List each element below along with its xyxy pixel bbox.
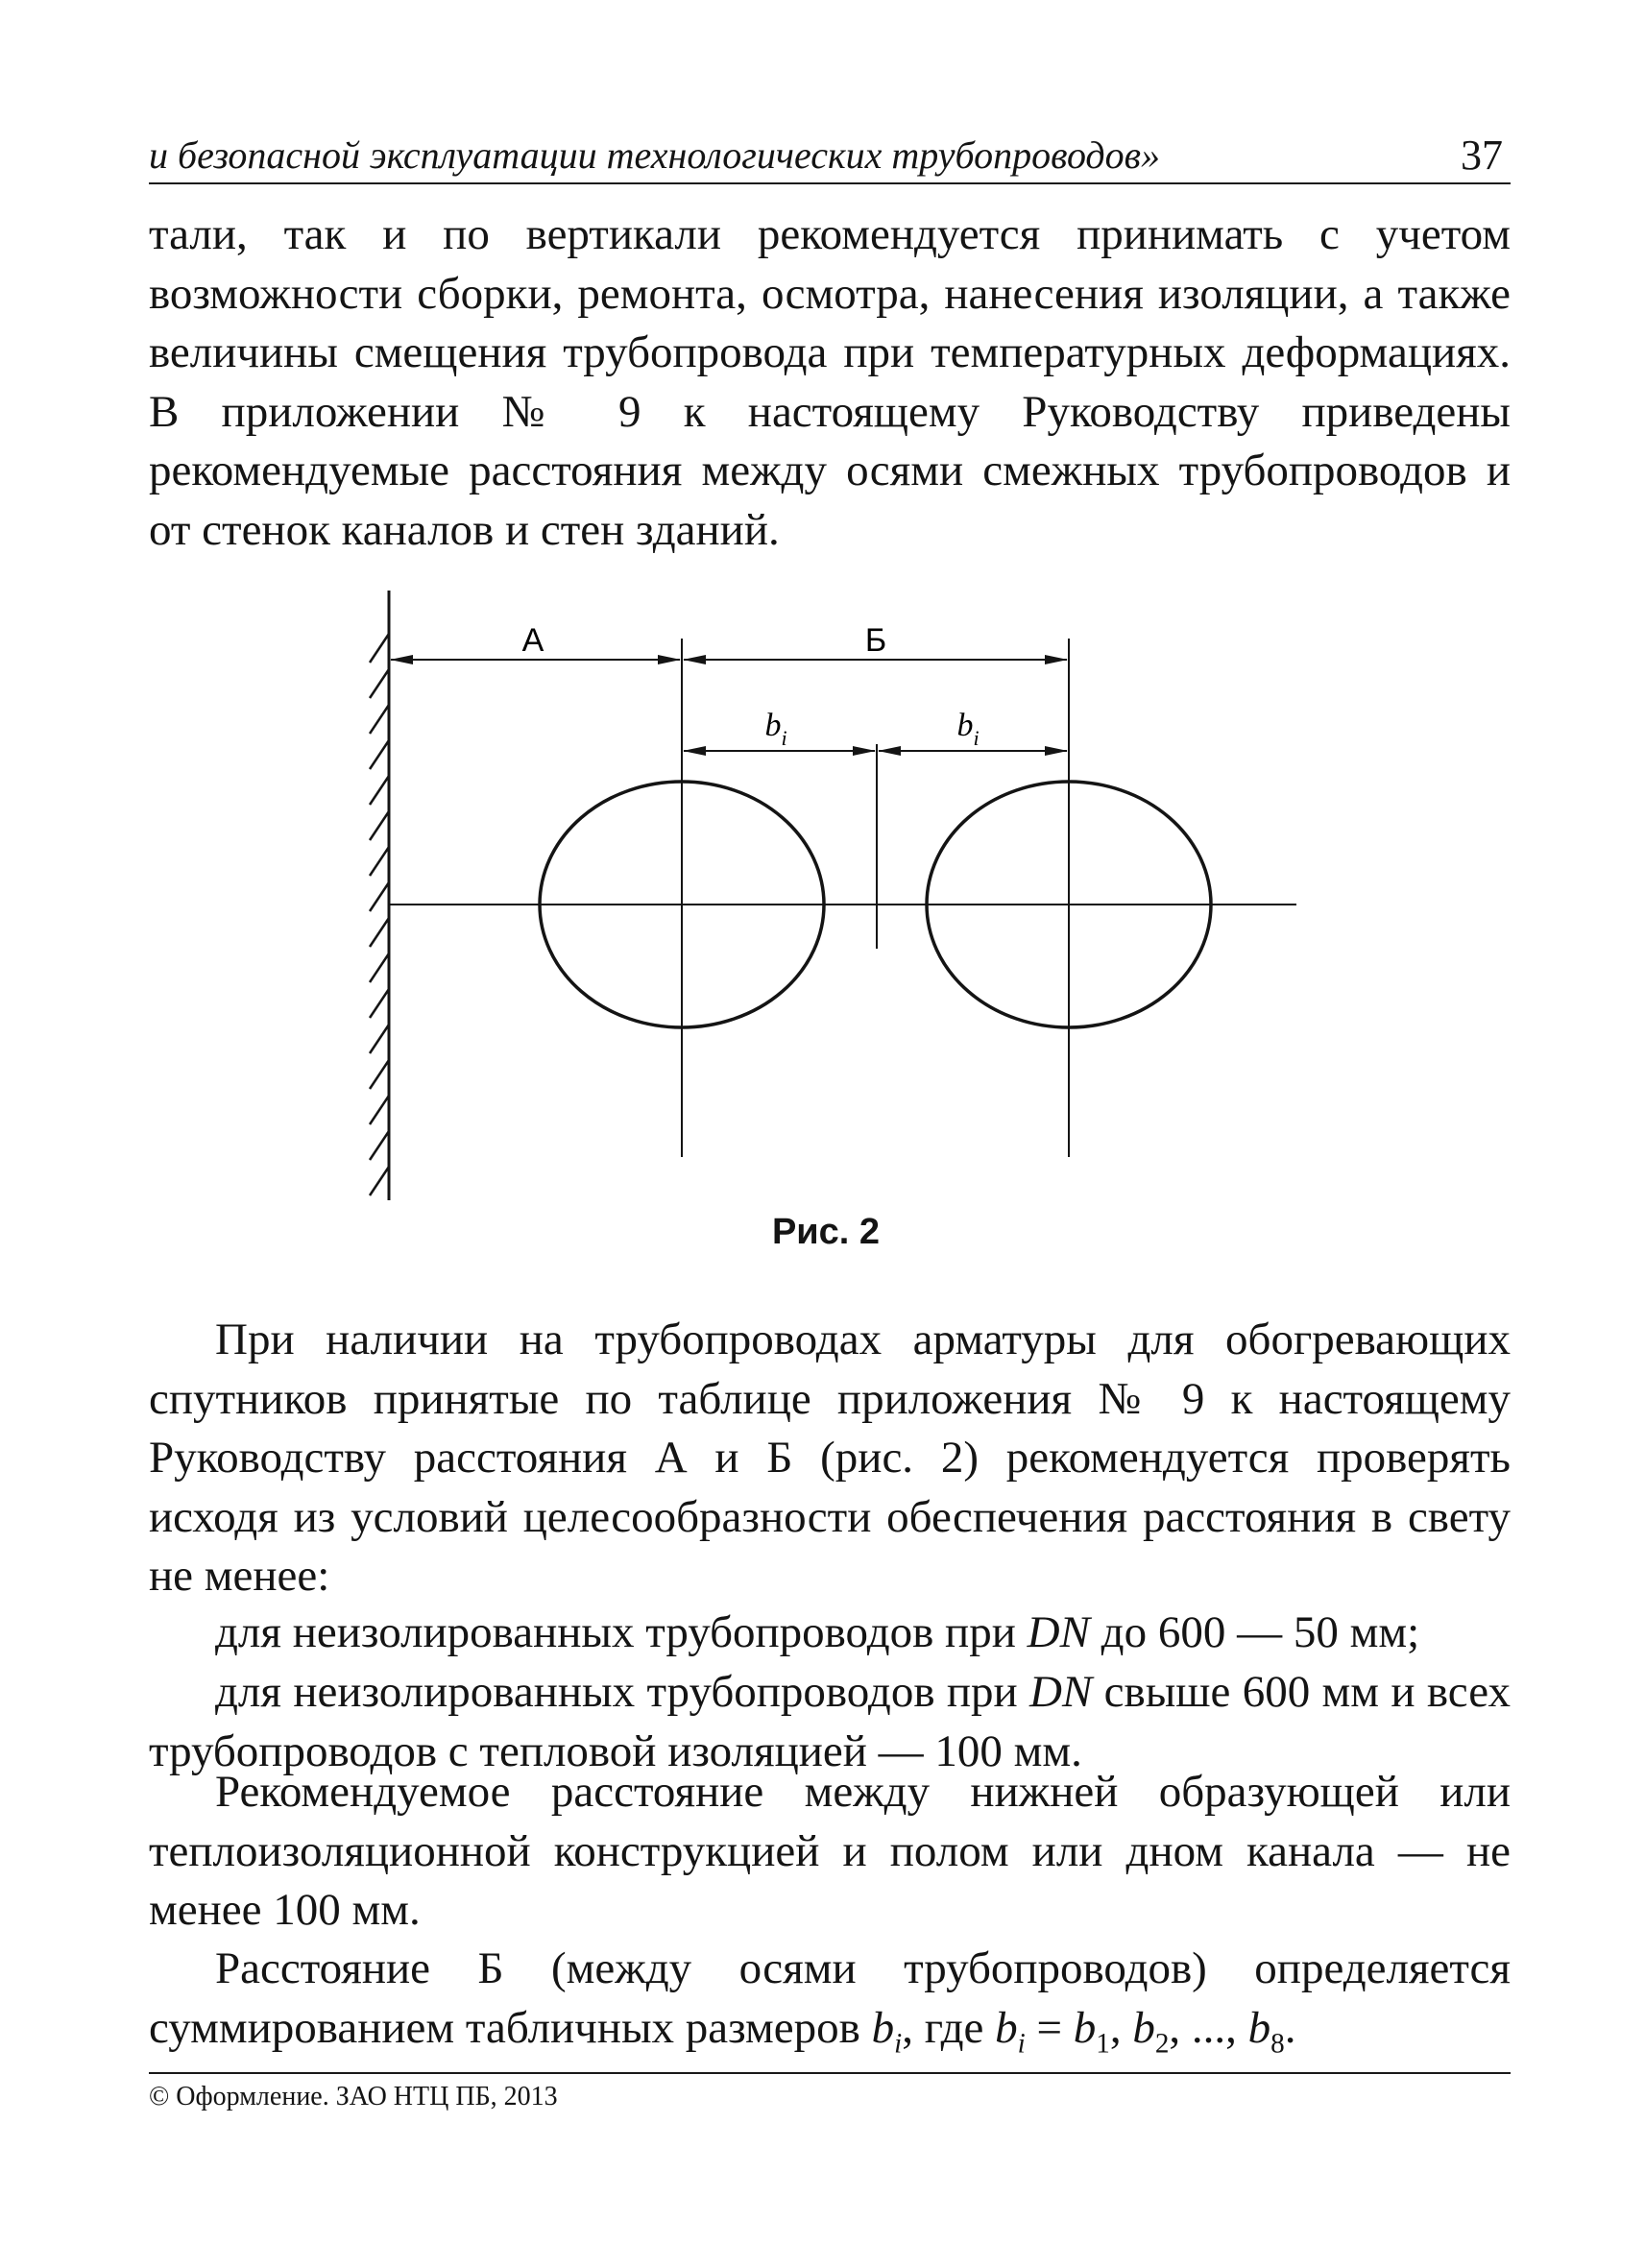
label-b: Б <box>864 622 887 659</box>
footer-copyright: © Оформление. ЗАО НТЦ ПБ, 2013 <box>149 2082 558 2111</box>
page-number: 37 <box>1461 132 1503 179</box>
paragraph-3: для неизолированных трубопроводов при DN до 600 — 50 мм; <box>215 1607 1420 1657</box>
footer-rule <box>149 2072 1511 2074</box>
pipe-distance-diagram <box>0 576 1645 1248</box>
paragraph-2: При наличии на трубопроводах арматуры для обогревающих спутников принятые по таблице приложения № 9 к настоящему Руководству расстояния А и Б (рис. 2) рекомендуется проверять исходя из условий целесообразности обеспечения расстояния в свету не менее: <box>149 1315 1511 1601</box>
label-a: А <box>521 622 544 659</box>
label-bi-left: $b_i$ <box>764 708 787 750</box>
paragraph-4: для неизолированных трубопроводов при DN свыше 600 мм и всех трубопроводов с тепловой изоляцией — 100 мм. <box>149 1667 1511 1776</box>
wall-hatching <box>370 634 389 1195</box>
label-bi-right: $b_i$ <box>956 708 980 750</box>
paragraph-5: Рекомендуемое расстояние между нижней образующей или теплоизоляционной конструкцией и полом или дном канала — не менее 100 мм. <box>149 1767 1511 1935</box>
running-header <box>149 127 1511 184</box>
paragraph-6: Расстояние Б (между осями трубопроводов) определяется суммированием табличных размеров $b_i$, где $b_i = b_1$, $b_2$, ..., $b_8$. <box>149 1943 1511 2059</box>
figure-caption: Рис. 2 <box>771 1212 881 1252</box>
figure-2 <box>0 576 1645 1248</box>
running-title: и безопасной эксплуатации технологических трубопроводов» <box>149 133 1161 177</box>
paragraph-1: тали, так и по вертикали рекомендуется принимать с учетом возможности сборки, ремонта, осмотра, нанесения изоляции, а также величины смещения трубопровода при температурных деформациях. В приложении № 9 к настоящему Руководству приведены рекомендуемые расстояния между осями смежных трубопроводов и от стенок каналов и стен зданий. <box>149 209 1511 555</box>
